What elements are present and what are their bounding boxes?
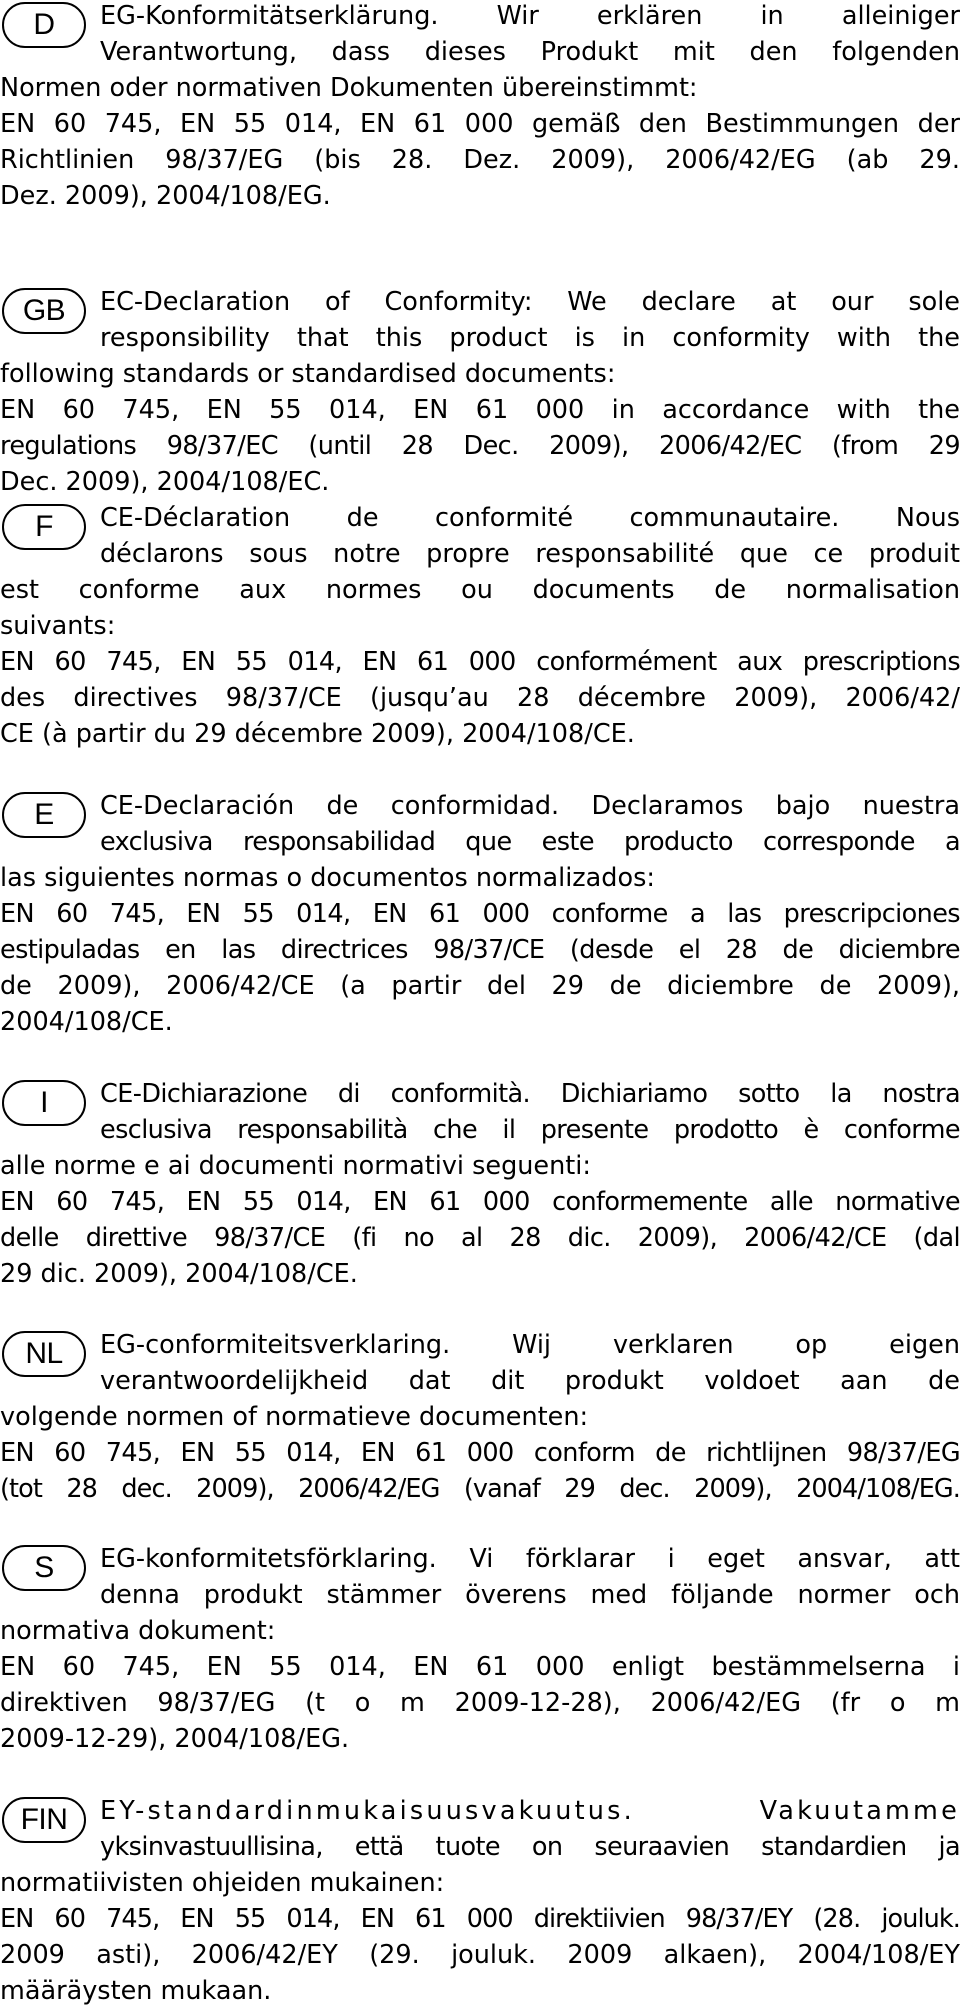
text-line: EN 60 745, EN 55 014, EN 61 000 conformemente alle normative [0,1187,960,1217]
text-line: 2009-12-29), 2004/108/EG. [0,1724,350,1754]
text-line: EN 60 745, EN 55 014, EN 61 000 enligt bestämmelserna i [0,1652,960,1682]
language-badge-es: E [2,792,86,838]
section-sv [0,1541,960,1757]
text-line: verantwoordelijkheid dat dit produkt voldoet aan de [100,1366,960,1396]
language-badge-fi: FIN [2,1797,86,1843]
text-line: EN 60 745, EN 55 014, EN 61 000 conform de richtlijnen 98/37/EG [0,1438,960,1468]
section-de-text [0,0,960,214]
text-line: Verantwortung, dass dieses Produkt mit den folgenden [100,37,960,67]
section-nl-text [0,1327,960,1507]
text-line: responsibility that this product is in conformity with the [100,323,960,353]
language-badge-gb: GB [2,288,86,334]
text-line: normativa dokument: [0,1616,276,1646]
text-line: EN 60 745, EN 55 014, EN 61 000 conforme a las prescripciones [0,899,960,929]
text-line: CE-Dichiarazione di conformità. Dichiariamo sotto la nostra [100,1079,960,1109]
text-line: 29 dic. 2009), 2004/108/CE. [0,1259,358,1289]
section-fi [0,1793,960,2009]
text-line: Dez. 2009), 2004/108/EG. [0,181,331,211]
text-line: yksinvastuullisina, että tuote on seuraavien standardien ja [100,1832,960,1862]
text-line: EN 60 745, EN 55 014, EN 61 000 gemäß den Bestimmungen der [0,109,960,139]
text-line: estipuladas en las directrices 98/37/CE (desde el 28 de diciembre [0,935,960,965]
text-line: delle direttive 98/37/CE (fi no al 28 dic. 2009), 2006/42/CE (dal [0,1223,960,1253]
text-line: EC-Declaration of Conformity: We declare at our sole [100,287,960,317]
section-it-text [0,1076,960,1292]
section-gb-text [0,284,960,500]
text-line: 2004/108/CE. [0,1007,173,1037]
text-line: Dec. 2009), 2004/108/EC. [0,467,330,497]
section-nl [0,1327,960,1507]
language-badge-fr: F [2,504,86,550]
text-line: denna produkt stämmer överens med följande normer och [100,1580,960,1610]
text-line: est conforme aux normes ou documents de normalisation [0,575,960,605]
section-fi-text [0,1793,960,2009]
language-badge-nl: NL [2,1331,86,1377]
text-line: CE (à partir du 29 décembre 2009), 2004/108/CE. [0,719,635,749]
text-line: EN 60 745, EN 55 014, EN 61 000 conformément aux prescriptions [0,647,960,677]
section-gb [0,284,960,500]
text-line: 2009 asti), 2006/42/EY (29. jouluk. 2009 alkaen), 2004/108/EY [0,1940,960,1970]
text-line: alle norme e ai documenti normativi seguenti: [0,1151,591,1181]
text-line: de 2009), 2006/42/CE (a partir del 29 de diciembre de 2009), [0,971,960,1001]
text-line: esclusiva responsabilità che il presente prodotto è conforme [100,1115,960,1145]
text-line: EN 60 745, EN 55 014, EN 61 000 direktiivien 98/37/EY (28. jouluk. [0,1904,960,1934]
text-line: Richtlinien 98/37/EG (bis 28. Dez. 2009), 2006/42/EG (ab 29. [0,145,960,175]
text-line: regulations 98/37/EC (until 28 Dec. 2009), 2006/42/EC (from 29 [0,431,960,461]
language-badge-sv: S [2,1545,86,1591]
text-line: normatiivisten ohjeiden mukainen: [0,1868,445,1898]
text-line: las siguientes normas o documentos normalizados: [0,863,655,893]
text-line: EG-Konformitätserklärung. Wir erklären in alleiniger [100,1,960,31]
text-line: määräysten mukaan. [0,1976,272,2006]
section-de [0,0,960,214]
section-fr [0,500,960,752]
language-badge-it: I [2,1080,86,1126]
text-line: volgende normen of normatieve documenten: [0,1402,589,1432]
text-line: EG-konformitetsförklaring. Vi förklarar i eget ansvar, att [100,1544,960,1574]
section-sv-text [0,1541,960,1757]
text-line: déclarons sous notre propre responsabilité que ce produit [100,539,960,569]
text-line: direktiven 98/37/EG (t o m 2009-12-28), 2006/42/EG (fr o m [0,1688,960,1718]
text-line: (tot 28 dec. 2009), 2006/42/EG (vanaf 29 dec. 2009), 2004/108/EG. [0,1474,960,1504]
text-line: EG-conformiteitsverklaring. Wij verklaren op eigen [100,1330,960,1360]
text-line: Normen oder normativen Dokumenten übereinstimmt: [0,73,698,103]
section-it [0,1076,960,1292]
section-fr-text [0,500,960,752]
text-line: des directives 98/37/CE (jusqu’au 28 décembre 2009), 2006/42/ [0,683,960,713]
section-es-text [0,788,960,1040]
text-line: following standards or standardised documents: [0,359,616,389]
text-line: EY-standardinmukaisuusvakuutus. Vakuutamme [100,1796,960,1826]
text-line: EN 60 745, EN 55 014, EN 61 000 in accordance with the [0,395,960,425]
language-badge-de: D [2,2,86,48]
text-line: CE-Déclaration de conformité communautaire. Nous [100,503,960,533]
text-line: suivants: [0,611,116,641]
section-es [0,788,960,1040]
text-line: exclusiva responsabilidad que este producto corresponde a [100,827,960,857]
text-line: CE-Declaración de conformidad. Declaramos bajo nuestra [100,791,960,821]
